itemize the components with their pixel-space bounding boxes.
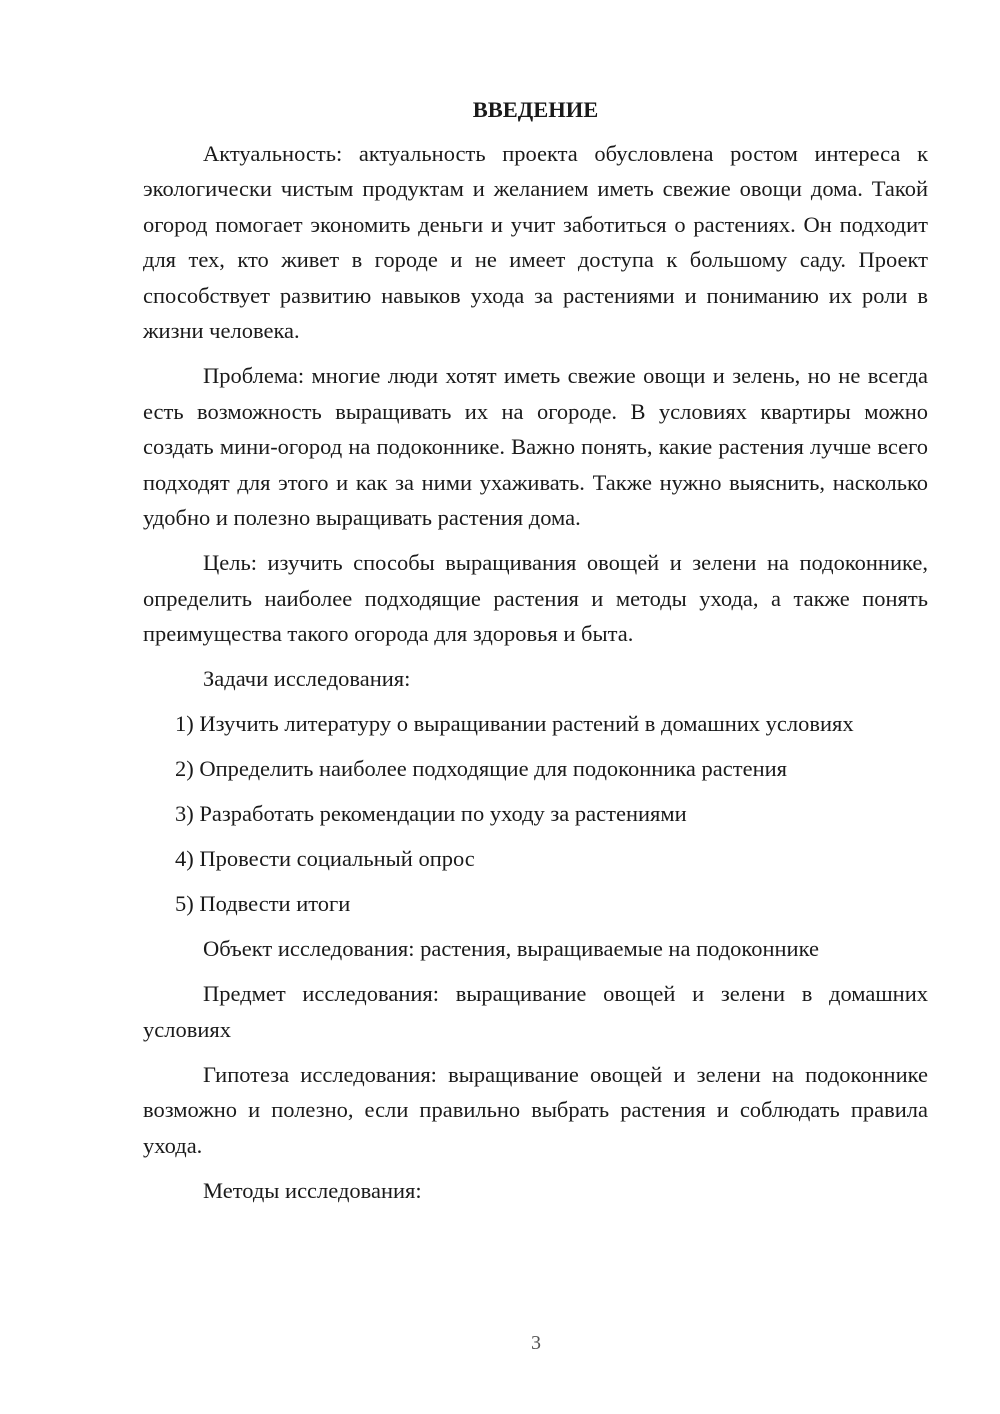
paragraph-object: Объект исследования: растения, выращиваемые на подоконнике <box>203 936 819 961</box>
paragraph-methods: Методы исследования: <box>203 1177 422 1203</box>
list-item: 3) Разработать рекомендации по уходу за растениями <box>175 801 687 826</box>
paragraph-goal: Цель: изучить способы выращивания овощей и зелени на подоконнике, определить наиболее подходящие растения и методы ухода, а также понять преимущества такого огорода для здоровья и быта. <box>143 550 928 646</box>
list-item: 5) Подвести итоги <box>175 891 351 916</box>
paragraph-relevance: Актуальность: актуальность проекта обусловлена ростом интереса к экологически чистым продуктам и желанием иметь свежие овощи дома. Такой огород помогает экономить деньги и учит заботиться о растениях. Он подходит для тех, кто живет в городе и не имеет доступа к большому саду. Проект способствует развитию навыков ухода за растениями и пониманию их роли в жизни человека. <box>143 140 928 343</box>
document-page <box>143 92 928 1218</box>
paragraph-subject: Предмет исследования: выращивание овощей и зелени в домашних условиях <box>143 981 928 1042</box>
list-item: 2) Определить наиболее подходящие для подоконника растения <box>175 756 788 781</box>
paragraph-problem: Проблема: многие люди хотят иметь свежие овощи и зелень, но не всегда есть возможность выращивать их на огороде. В условиях квартиры можно создать мини-огород на подоконнике. Важно понять, какие растения лучше всего подходят для этого и как за ними ухаживать. Также нужно выяснить, насколько удобно и полезно выращивать растения дома. <box>143 363 928 530</box>
list-item: 1) Изучить литературу о выращивании растений в домашних условиях <box>175 711 854 736</box>
list-item: 4) Провести социальный опрос <box>175 846 475 871</box>
paragraph-hypothesis: Гипотеза исследования: выращивание овощей и зелени на подоконнике возможно и полезно, если правильно выбрать растения и соблюдать правила ухода. <box>143 1061 928 1158</box>
tasks-heading: Задачи исследования: <box>203 666 411 691</box>
page-number: 3 <box>531 1332 541 1354</box>
tasks-list <box>143 706 928 922</box>
page-title: ВВЕДЕНИЕ <box>472 97 599 122</box>
